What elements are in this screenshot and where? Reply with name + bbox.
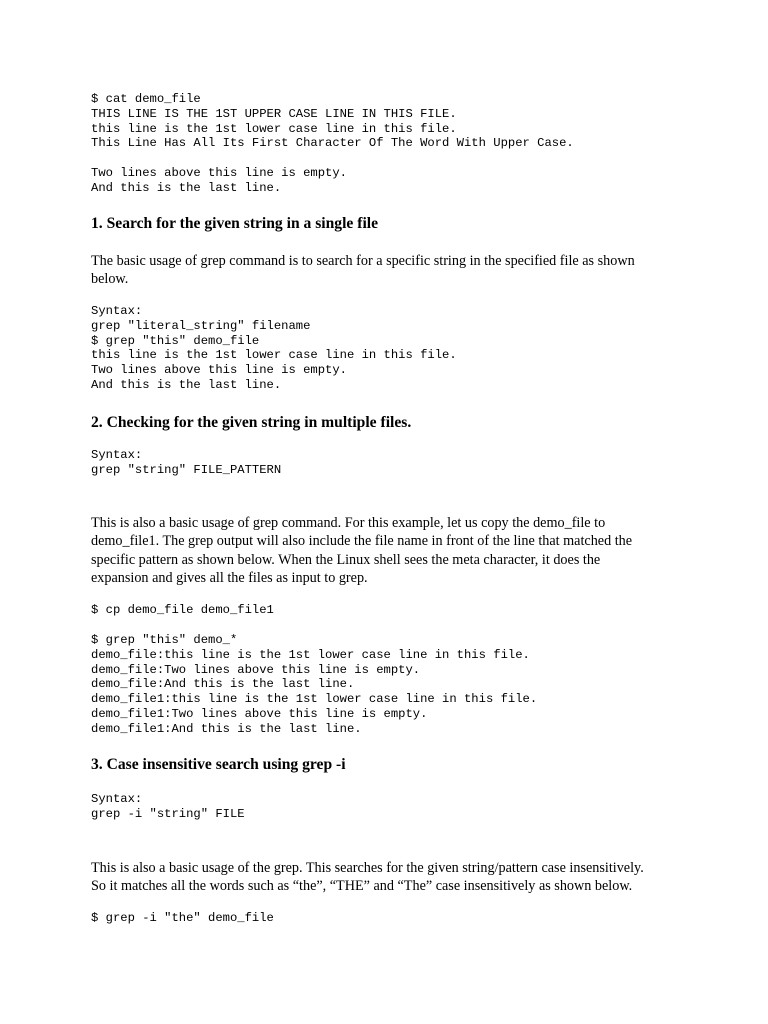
paragraph-line: This is also a basic usage of the grep. This searches for the given string/pattern case insensitively. <box>91 860 644 876</box>
code-line: THIS LINE IS THE 1ST UPPER CASE LINE IN THIS FILE. <box>91 106 457 121</box>
intro-code-block <box>91 92 574 196</box>
code-line: And this is the last line. <box>91 377 282 392</box>
code-line: $ grep "this" demo_* <box>91 633 238 647</box>
code-line: $ grep -i "the" demo_file <box>91 911 274 925</box>
code-line: grep -i "string" FILE <box>91 806 245 821</box>
code-line: $ cat demo_file <box>91 92 201 106</box>
section2-paragraph <box>91 514 681 588</box>
code-line: This Line Has All Its First Character Of The Word With Upper Case. <box>91 136 574 151</box>
code-line: Syntax: <box>91 448 143 462</box>
code-line: grep "literal_string" filename <box>91 318 311 333</box>
paragraph-line: expansion and gives all the files as input to grep. <box>91 570 368 587</box>
code-line: $ cp demo_file demo_file1 <box>91 603 274 617</box>
code-line: $ grep "this" demo_file <box>91 333 260 348</box>
code-line: demo_file:Two lines above this line is empty. <box>91 662 421 677</box>
code-line: demo_file1:this line is the 1st lower case line in this file. <box>91 692 538 707</box>
section2-grep-code <box>91 633 537 737</box>
code-line: this line is the 1st lower case line in this file. <box>91 348 457 363</box>
code-line: demo_file:And this is the last line. <box>91 677 355 692</box>
code-line: Syntax: <box>91 304 143 318</box>
paragraph-line: So it matches all the words such as “the”, “THE” and “The” case insensitively as shown below. <box>91 878 633 895</box>
section1-paragraph <box>91 252 681 289</box>
code-line: Two lines above this line is empty. <box>91 165 347 180</box>
section1-heading: 1. Search for the given string in a single file <box>91 215 379 232</box>
paragraph-line: below. <box>91 271 129 288</box>
code-line: Two lines above this line is empty. <box>91 363 347 378</box>
code-line: demo_file:this line is the 1st lower case line in this file. <box>91 647 530 662</box>
paragraph-line: The basic usage of grep command is to search for a specific string in the specified file as shown <box>91 253 635 269</box>
code-line <box>91 151 574 166</box>
section3-heading: 3. Case insensitive search using grep -i <box>91 756 346 773</box>
section3-command-code <box>91 911 274 926</box>
section2-heading: 2. Checking for the given string in multiple files. <box>91 414 412 431</box>
section1-code-block <box>91 304 457 393</box>
code-line: this line is the 1st lower case line in this file. <box>91 121 457 136</box>
code-line: Syntax: <box>91 792 143 806</box>
paragraph-line: demo_file1. The grep output will also include the file name in front of the line that matched the <box>91 533 633 550</box>
code-line: demo_file1:Two lines above this line is empty. <box>91 706 428 721</box>
section3-paragraph <box>91 859 681 896</box>
code-line: demo_file1:And this is the last line. <box>91 721 362 736</box>
code-line: grep "string" FILE_PATTERN <box>91 462 282 477</box>
paragraph-line: This is also a basic usage of grep command. For this example, let us copy the demo_file to <box>91 515 606 531</box>
section3-syntax-code <box>91 792 245 822</box>
code-line: And this is the last line. <box>91 180 282 195</box>
section2-cp-code <box>91 603 274 618</box>
section2-syntax-code <box>91 448 281 478</box>
paragraph-line: specific pattern as shown below. When the Linux shell sees the meta character, it does the <box>91 551 601 568</box>
